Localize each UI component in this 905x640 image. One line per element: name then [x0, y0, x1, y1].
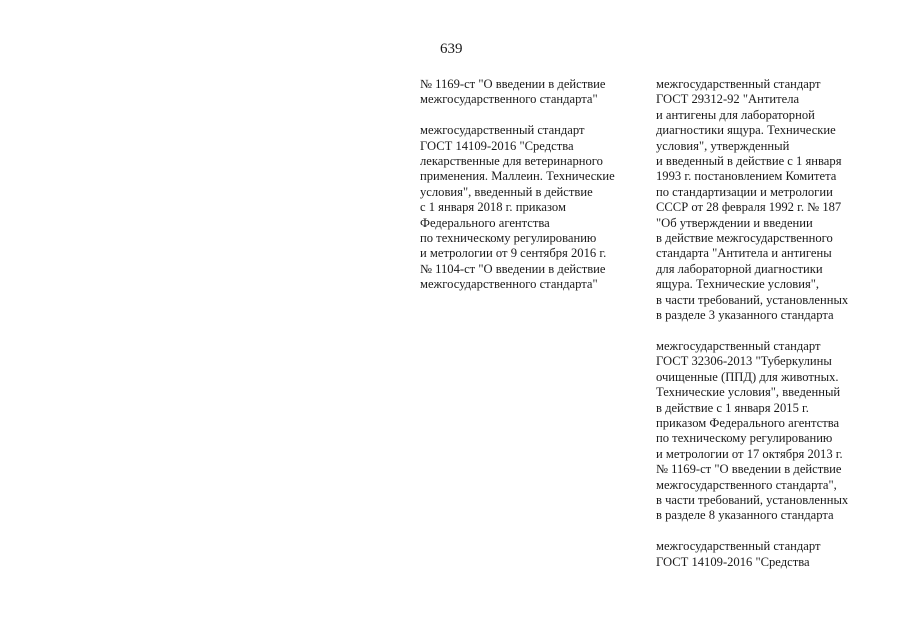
text-line: очищенные (ППД) для животных. — [656, 369, 839, 384]
text-line: в действие с 1 января 2015 г. — [656, 400, 809, 415]
text-line: и антигены для лабораторной — [656, 107, 815, 122]
text-line: по техническому регулированию — [420, 231, 597, 246]
text-line: и метрологии от 9 сентября 2016 г. — [420, 246, 607, 261]
text-line: "Об утверждении и введении — [656, 215, 813, 230]
text-line: ГОСТ 32306-2013 "Туберкулины — [656, 354, 832, 369]
text-line: № 1169-ст "О введении в действие — [420, 77, 606, 91]
text-line: ГОСТ 29312-92 "Антитела — [656, 92, 800, 107]
text-line: стандарта "Антитела и антигены — [656, 246, 832, 261]
text-line: ящура. Технические условия", — [656, 277, 820, 292]
text-line: по стандартизации и метрологии — [656, 184, 833, 199]
text-line: условия", введенный в действие — [420, 184, 593, 199]
text-line: и введенный в действие с 1 января — [656, 154, 842, 169]
text-line: применения. Маллеин. Технические — [420, 169, 615, 184]
text-line: лекарственные для ветеринарного — [420, 154, 603, 169]
text-line: приказом Федерального агентства — [656, 415, 840, 430]
text-line: СССР от 28 февраля 1992 г. № 187 — [656, 200, 842, 215]
text-line: диагностики ящура. Технические — [656, 123, 836, 138]
right-column — [656, 77, 896, 570]
text-line: и метрологии от 17 октября 2013 г. — [656, 446, 843, 461]
text-line: в части требований, установленных — [656, 492, 849, 507]
left-block-2 — [420, 123, 645, 292]
text-line: в части требований, установленных — [656, 292, 849, 307]
text-line: для лабораторной диагностики — [656, 261, 823, 276]
text-line: в действие межгосударственного — [656, 231, 833, 246]
text-line: межгосударственный стандарт — [656, 77, 821, 91]
text-line: по техническому регулированию — [656, 431, 833, 446]
right-block-3 — [656, 539, 896, 570]
right-block-2 — [656, 339, 896, 524]
text-line: межгосударственный стандарт — [420, 123, 585, 138]
text-line: межгосударственный стандарт — [656, 539, 821, 554]
text-line: ГОСТ 14109-2016 "Средства — [420, 138, 574, 153]
paragraph-gap — [656, 524, 896, 539]
text-line: 1993 г. постановлением Комитета — [656, 169, 837, 184]
text-line: № 1169-ст "О введении в действие — [656, 462, 842, 477]
page-number: 639 — [440, 41, 463, 57]
text-line: № 1104-ст "О введении в действие — [420, 261, 606, 276]
text-line: Федерального агентства — [420, 215, 550, 230]
left-block-1 — [420, 77, 645, 108]
text-line: ГОСТ 14109-2016 "Средства — [656, 554, 810, 569]
paragraph-gap — [656, 324, 896, 339]
text-line: Технические условия", введенный — [656, 385, 841, 400]
text-line: условия", утвержденный — [656, 138, 790, 153]
text-line: межгосударственного стандарта" — [420, 277, 598, 292]
text-line: межгосударственного стандарта" — [420, 92, 598, 107]
text-line: межгосударственный стандарт — [656, 338, 821, 353]
text-line: в разделе 3 указанного стандарта — [656, 308, 834, 323]
paragraph-gap — [420, 108, 645, 123]
left-column — [420, 77, 645, 293]
text-line: межгосударственного стандарта", — [656, 477, 837, 492]
right-block-1 — [656, 77, 896, 324]
text-line: с 1 января 2018 г. приказом — [420, 200, 566, 215]
text-line: в разделе 8 указанного стандарта — [656, 508, 834, 523]
